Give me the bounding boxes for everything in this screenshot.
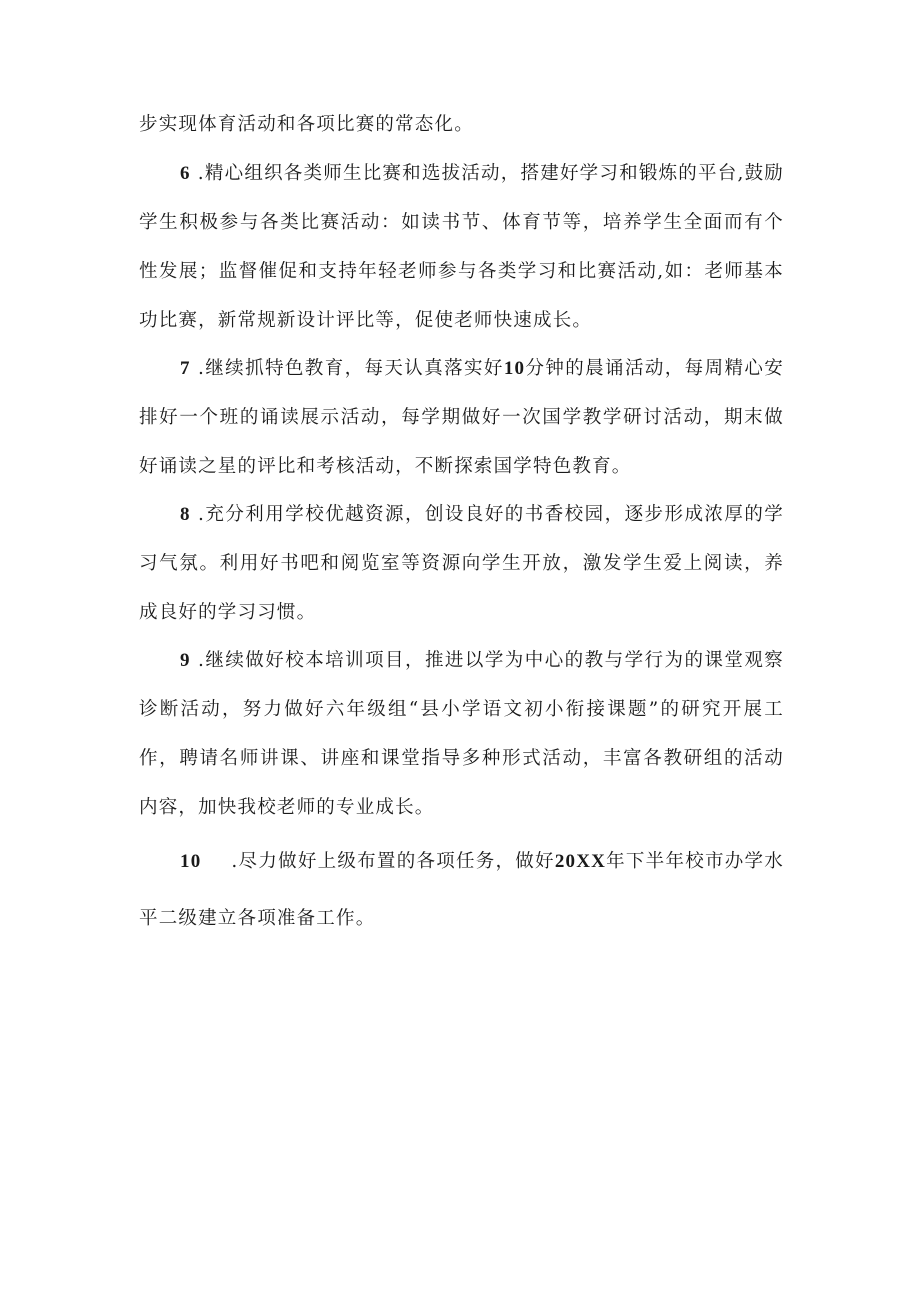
paragraph-item-10 xyxy=(139,833,784,947)
item-number: 8 xyxy=(180,504,191,525)
paragraph-text: .精心组织各类师生比赛和选拔活动，搭建好学习和锻炼的平台,鼓励学生积极参与各类比赛活动：如读书节、体育节等，培养学生全面而有个性发展；监督催促和支持年轻老师参与各类学习和比赛活动,如：老师基本功比赛，新常规新设计评比等，促使老师快速成长。 xyxy=(139,163,784,331)
bold-number: 10 xyxy=(503,358,526,379)
bold-year: 20XX xyxy=(554,851,607,872)
paragraph-item-6 xyxy=(139,149,784,345)
paragraph-text: 年下半年校市办学水平二级建立各项准备工作。 xyxy=(139,851,784,929)
item-number: 9 xyxy=(180,650,191,671)
item-number: 10 xyxy=(180,851,202,872)
paragraph-text: .继续抓特色教育，每天认真落实好 xyxy=(190,358,504,379)
paragraph-continuation xyxy=(139,100,784,149)
paragraph-text: .继续做好校本培训项目，推进以学为中心的教与学行为的课堂观察诊断活动，努力做好六年级组“县小学语文初小衔接课题”的研究开展工作，聘请名师讲课、讲座和课堂指导多种形式活动，丰富各教研组的活动内容，加快我校老师的专业成长。 xyxy=(139,650,784,818)
paragraph-item-8 xyxy=(139,490,784,637)
paragraph-text: .充分利用学校优越资源，创设良好的书香校园，逐步形成浓厚的学习气氛。利用好书吧和阅览室等资源向学生开放，激发学生爱上阅读，养成良好的学习习惯。 xyxy=(139,504,784,623)
paragraph-item-7 xyxy=(139,344,784,491)
paragraph-text: .尽力做好上级布置的各项任务，做好 xyxy=(231,851,555,872)
paragraph-text: 步实现体育活动和各项比赛的常态化。 xyxy=(139,114,474,135)
item-number: 7 xyxy=(180,358,191,379)
paragraph-text: 分钟的晨诵活动，每周精心安排好一个班的诵读展示活动，每学期做好一次国学教学研讨活动，期末做好诵读之星的评比和考核活动，不断探索国学特色教育。 xyxy=(139,358,784,477)
paragraph-item-9 xyxy=(139,636,784,832)
item-number: 6 xyxy=(180,163,191,184)
